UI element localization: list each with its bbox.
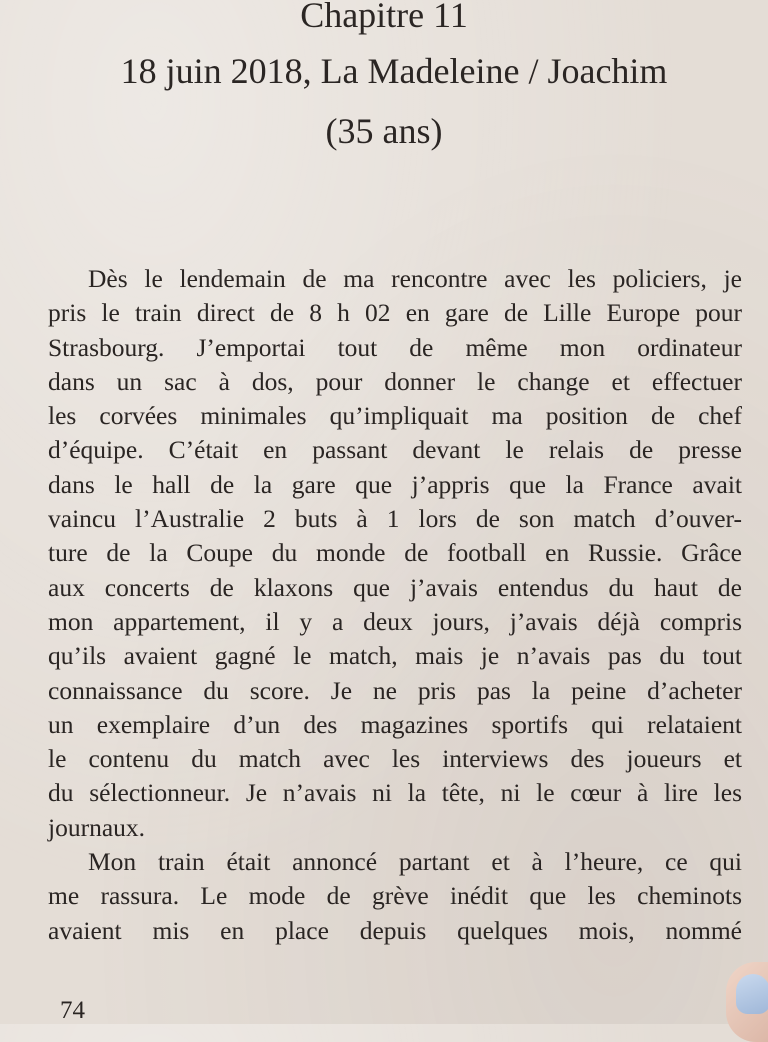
paragraph-1 — [48, 262, 742, 845]
text-line: me rassura. Le mode de grève inédit que les cheminots — [48, 881, 742, 911]
body-text — [48, 262, 742, 948]
text-line: les corvées minimales qu’impliquait ma position de chef — [48, 401, 742, 431]
text-line: un exemplaire d’un des magazines sportifs qui relataient — [48, 709, 742, 739]
paragraph-2 — [48, 845, 742, 948]
page-number: 74 — [60, 997, 85, 1024]
text-line: le contenu du match avec les interviews des joueurs et — [48, 744, 742, 774]
text-line: Dès le lendemain de ma rencontre avec les policiers, je — [88, 264, 742, 293]
text-line: journaux. — [48, 812, 146, 842]
text-line: dans un sac à dos, pour donner le change et effectuer — [48, 366, 742, 396]
fingertip-photo-artifact — [726, 962, 768, 1042]
text-line: ture de la Coupe du monde de football en Russie. Grâce — [48, 538, 742, 568]
fingernail — [736, 974, 768, 1014]
chapter-title: 18 juin 2018, La Madeleine / Joachim — [120, 51, 668, 91]
text-line: avaient mis en place depuis quelques mois, nommé — [48, 915, 742, 945]
text-line: pris le train direct de 8 h 02 en gare de Lille Europe pour — [48, 298, 742, 328]
text-line: qu’ils avaient gagné le match, mais je n’avais pas du tout — [48, 641, 742, 671]
text-line: d’équipe. C’était en passant devant le relais de presse — [48, 435, 742, 465]
text-line: connaissance du score. Je ne pris pas la peine d’acheter — [48, 675, 742, 705]
text-line: Mon train était annoncé partant et à l’heure, ce qui — [88, 847, 742, 877]
text-line: du sélectionneur. Je n’avais ni la tête, ni le cœur à lire les — [48, 778, 742, 808]
text-line: Strasbourg. J’emportai tout de même mon ordinateur — [48, 332, 742, 362]
chapter-subtitle-age: (35 ans) — [325, 111, 443, 151]
chapter-label: Chapitre 11 — [300, 0, 468, 35]
text-line: vaincu l’Australie 2 buts à 1 lors de son match d’ouver- — [48, 504, 742, 534]
text-line: mon appartement, il y a deux jours, j’avais déjà compris — [48, 606, 742, 636]
text-line: dans le hall de la gare que j’appris que la France avait — [48, 469, 742, 499]
text-line: aux concerts de klaxons que j’avais entendus du haut de — [48, 572, 742, 602]
